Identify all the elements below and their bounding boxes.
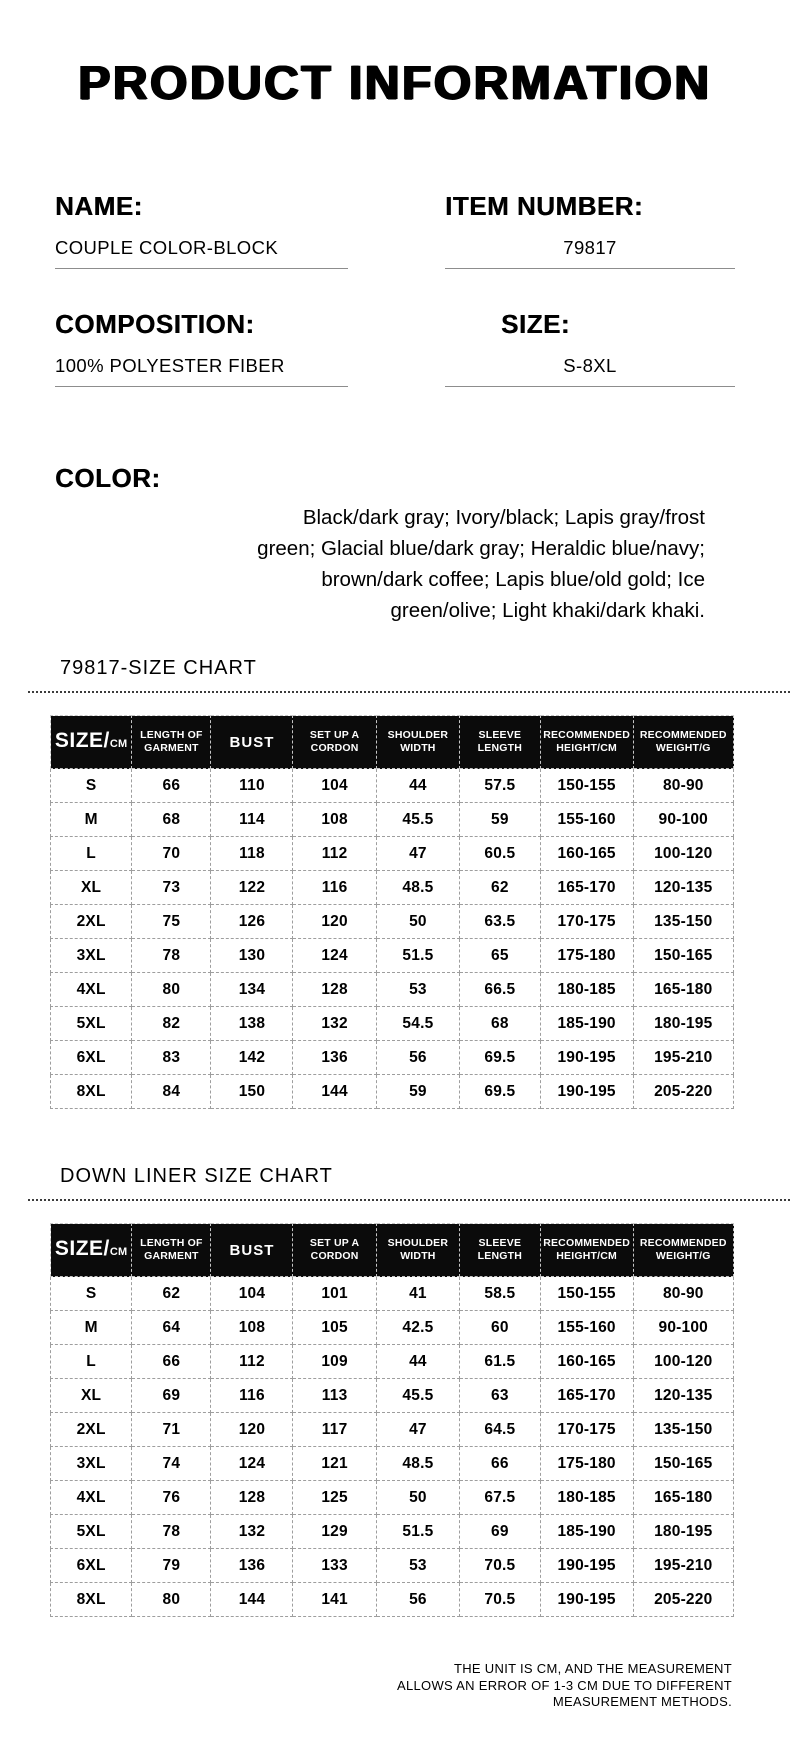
value-cell: 124	[293, 939, 376, 973]
value-cell: 105	[293, 1311, 376, 1345]
value-cell: 112	[293, 837, 376, 871]
column-header: BUST	[211, 716, 293, 769]
value-cell: 134	[211, 973, 293, 1007]
value-cell: 165-180	[633, 1481, 733, 1515]
table-row	[51, 769, 734, 803]
value-cell: 90-100	[633, 803, 733, 837]
value-cell: 121	[293, 1447, 376, 1481]
composition-label: COMPOSITION:	[55, 309, 255, 339]
field-color	[55, 463, 735, 626]
size-label-cell: S	[51, 1277, 132, 1311]
value-cell: 59	[376, 1075, 459, 1109]
value-cell: 82	[132, 1007, 211, 1041]
value-cell: 63.5	[460, 905, 541, 939]
value-cell: 56	[376, 1041, 459, 1075]
value-cell: 69	[132, 1379, 211, 1413]
value-cell: 130	[211, 939, 293, 973]
value-cell: 138	[211, 1007, 293, 1041]
value-cell: 104	[211, 1277, 293, 1311]
value-cell: 155-160	[540, 803, 633, 837]
value-cell: 150-155	[540, 769, 633, 803]
value-cell: 67.5	[460, 1481, 541, 1515]
value-cell: 61.5	[460, 1345, 541, 1379]
value-cell: 100-120	[633, 1345, 733, 1379]
value-cell: 51.5	[376, 939, 459, 973]
size-label-cell: L	[51, 837, 132, 871]
value-cell: 120-135	[633, 871, 733, 905]
table-row	[51, 1583, 734, 1617]
value-cell: 66	[132, 1345, 211, 1379]
size-label-cell: M	[51, 803, 132, 837]
value-cell: 150-165	[633, 939, 733, 973]
value-cell: 133	[293, 1549, 376, 1583]
value-cell: 135-150	[633, 905, 733, 939]
item-number-label: ITEM NUMBER:	[445, 191, 644, 221]
value-cell: 64	[132, 1311, 211, 1345]
value-cell: 124	[211, 1447, 293, 1481]
value-cell: 53	[376, 1549, 459, 1583]
table-row	[51, 1447, 734, 1481]
table-row	[51, 1549, 734, 1583]
value-cell: 160-165	[540, 1345, 633, 1379]
value-cell: 56	[376, 1583, 459, 1617]
value-cell: 68	[460, 1007, 541, 1041]
value-cell: 195-210	[633, 1041, 733, 1075]
value-cell: 132	[211, 1515, 293, 1549]
value-cell: 126	[211, 905, 293, 939]
name-label: NAME:	[55, 191, 143, 221]
value-cell: 80-90	[633, 1277, 733, 1311]
value-cell: 44	[376, 769, 459, 803]
value-cell: 58.5	[460, 1277, 541, 1311]
value-cell: 74	[132, 1447, 211, 1481]
value-cell: 150	[211, 1075, 293, 1109]
size-label-cell: 3XL	[51, 1447, 132, 1481]
value-cell: 42.5	[376, 1311, 459, 1345]
column-header: SET UP A CORDON	[293, 716, 376, 769]
value-cell: 50	[376, 1481, 459, 1515]
value-cell: 48.5	[376, 1447, 459, 1481]
value-cell: 73	[132, 871, 211, 905]
value-cell: 205-220	[633, 1583, 733, 1617]
value-cell: 170-175	[540, 905, 633, 939]
value-cell: 44	[376, 1345, 459, 1379]
column-header: RECOMMENDED HEIGHT/CM	[540, 1224, 633, 1277]
value-cell: 53	[376, 973, 459, 1007]
value-cell: 80	[132, 973, 211, 1007]
header-row	[51, 716, 734, 769]
value-cell: 110	[211, 769, 293, 803]
column-header: RECOMMENDED WEIGHT/G	[633, 1224, 733, 1277]
value-cell: 180-185	[540, 973, 633, 1007]
value-cell: 120	[293, 905, 376, 939]
column-header: SLEEVE LENGTH	[460, 1224, 541, 1277]
fields-row-2	[0, 309, 790, 387]
value-cell: 155-160	[540, 1311, 633, 1345]
down-liner-chart-table	[50, 1223, 734, 1617]
value-cell: 150-165	[633, 1447, 733, 1481]
table-row	[51, 871, 734, 905]
value-cell: 170-175	[540, 1413, 633, 1447]
table-row	[51, 1515, 734, 1549]
field-size	[445, 309, 735, 387]
size-chart-table	[50, 715, 734, 1109]
value-cell: 47	[376, 837, 459, 871]
value-cell: 101	[293, 1277, 376, 1311]
value-cell: 175-180	[540, 1447, 633, 1481]
value-cell: 69	[460, 1515, 541, 1549]
table-row	[51, 803, 734, 837]
column-header-size: SIZE/CM	[51, 716, 132, 769]
size-label-cell: S	[51, 769, 132, 803]
down-liner-chart-title: DOWN LINER SIZE CHART	[60, 1165, 333, 1187]
page-title: PRODUCT INFORMATION	[78, 57, 712, 110]
value-cell: 78	[132, 939, 211, 973]
value-cell: 54.5	[376, 1007, 459, 1041]
value-cell: 41	[376, 1277, 459, 1311]
size-label-cell: 5XL	[51, 1515, 132, 1549]
table-row	[51, 1075, 734, 1109]
value-cell: 59	[460, 803, 541, 837]
value-cell: 165-170	[540, 871, 633, 905]
measurement-disclaimer: THE UNIT IS CM, AND THE MEASUREMENT ALLOWS AN ERROR OF 1-3 CM DUE TO DIFFERENT MEASUREMENT METHODS.	[397, 1661, 732, 1709]
name-value: COUPLE COLOR-BLOCK	[55, 237, 348, 269]
size-label-cell: 2XL	[51, 905, 132, 939]
table-row	[51, 1007, 734, 1041]
value-cell: 69.5	[460, 1041, 541, 1075]
column-header: SHOULDER WIDTH	[376, 716, 459, 769]
value-cell: 45.5	[376, 803, 459, 837]
table-row	[51, 1413, 734, 1447]
value-cell: 47	[376, 1413, 459, 1447]
value-cell: 84	[132, 1075, 211, 1109]
value-cell: 104	[293, 769, 376, 803]
item-number-value: 79817	[445, 237, 735, 269]
column-header-size: SIZE/CM	[51, 1224, 132, 1277]
down-liner-chart-section	[0, 1165, 790, 1617]
value-cell: 132	[293, 1007, 376, 1041]
value-cell: 128	[211, 1481, 293, 1515]
size-label-cell: 2XL	[51, 1413, 132, 1447]
column-header: SET UP A CORDON	[293, 1224, 376, 1277]
dotted-divider	[28, 1199, 790, 1201]
size-label-cell: L	[51, 1345, 132, 1379]
size-label-cell: M	[51, 1311, 132, 1345]
value-cell: 48.5	[376, 871, 459, 905]
value-cell: 190-195	[540, 1549, 633, 1583]
column-header: SLEEVE LENGTH	[460, 716, 541, 769]
dotted-divider	[28, 691, 790, 693]
value-cell: 165-170	[540, 1379, 633, 1413]
composition-value: 100% POLYESTER FIBER	[55, 355, 348, 387]
color-value: Black/dark gray; Ivory/black; Lapis gray/frost green; Glacial blue/dark gray; Heraldic blue/navy; brown/dark coffee; Lapis blue/old gold; Ice green/olive; Light khaki/dark khaki.	[257, 506, 705, 622]
value-cell: 118	[211, 837, 293, 871]
value-cell: 112	[211, 1345, 293, 1379]
value-cell: 165-180	[633, 973, 733, 1007]
value-cell: 136	[293, 1041, 376, 1075]
value-cell: 205-220	[633, 1075, 733, 1109]
value-cell: 79	[132, 1549, 211, 1583]
value-cell: 125	[293, 1481, 376, 1515]
value-cell: 62	[132, 1277, 211, 1311]
column-header: LENGTH OF GARMENT	[132, 1224, 211, 1277]
value-cell: 160-165	[540, 837, 633, 871]
value-cell: 60	[460, 1311, 541, 1345]
value-cell: 116	[293, 871, 376, 905]
table-row	[51, 1379, 734, 1413]
value-cell: 135-150	[633, 1413, 733, 1447]
size-chart-title: 79817-SIZE CHART	[60, 657, 257, 679]
value-cell: 142	[211, 1041, 293, 1075]
value-cell: 144	[211, 1583, 293, 1617]
value-cell: 62	[460, 871, 541, 905]
size-label-cell: 3XL	[51, 939, 132, 973]
value-cell: 109	[293, 1345, 376, 1379]
size-label-cell: XL	[51, 1379, 132, 1413]
value-cell: 51.5	[376, 1515, 459, 1549]
table-row	[51, 1277, 734, 1311]
value-cell: 108	[211, 1311, 293, 1345]
value-cell: 180-195	[633, 1515, 733, 1549]
size-label-cell: 8XL	[51, 1583, 132, 1617]
value-cell: 117	[293, 1413, 376, 1447]
fields-row-1	[0, 191, 790, 269]
value-cell: 76	[132, 1481, 211, 1515]
value-cell: 116	[211, 1379, 293, 1413]
value-cell: 70.5	[460, 1583, 541, 1617]
size-label-cell: 8XL	[51, 1075, 132, 1109]
value-cell: 120-135	[633, 1379, 733, 1413]
value-cell: 50	[376, 905, 459, 939]
value-cell: 80-90	[633, 769, 733, 803]
size-label-cell: 4XL	[51, 973, 132, 1007]
column-header: RECOMMENDED HEIGHT/CM	[540, 716, 633, 769]
value-cell: 175-180	[540, 939, 633, 973]
column-header: SHOULDER WIDTH	[376, 1224, 459, 1277]
value-cell: 80	[132, 1583, 211, 1617]
size-chart-section	[0, 657, 790, 1109]
value-cell: 136	[211, 1549, 293, 1583]
size-label-cell: 5XL	[51, 1007, 132, 1041]
value-cell: 66.5	[460, 973, 541, 1007]
table-row	[51, 837, 734, 871]
value-cell: 57.5	[460, 769, 541, 803]
value-cell: 122	[211, 871, 293, 905]
value-cell: 68	[132, 803, 211, 837]
value-cell: 78	[132, 1515, 211, 1549]
table-row	[51, 939, 734, 973]
field-name	[55, 191, 348, 269]
value-cell: 185-190	[540, 1515, 633, 1549]
value-cell: 90-100	[633, 1311, 733, 1345]
header-row	[51, 1224, 734, 1277]
value-cell: 64.5	[460, 1413, 541, 1447]
value-cell: 195-210	[633, 1549, 733, 1583]
size-label: SIZE:	[501, 309, 570, 339]
value-cell: 180-195	[633, 1007, 733, 1041]
value-cell: 129	[293, 1515, 376, 1549]
value-cell: 141	[293, 1583, 376, 1617]
value-cell: 45.5	[376, 1379, 459, 1413]
column-header: RECOMMENDED WEIGHT/G	[633, 716, 733, 769]
size-value: S-8XL	[445, 355, 735, 387]
value-cell: 190-195	[540, 1075, 633, 1109]
value-cell: 114	[211, 803, 293, 837]
value-cell: 190-195	[540, 1583, 633, 1617]
table-row	[51, 1345, 734, 1379]
value-cell: 60.5	[460, 837, 541, 871]
value-cell: 120	[211, 1413, 293, 1447]
value-cell: 190-195	[540, 1041, 633, 1075]
value-cell: 100-120	[633, 837, 733, 871]
size-label-cell: 4XL	[51, 1481, 132, 1515]
table-row	[51, 1041, 734, 1075]
value-cell: 66	[460, 1447, 541, 1481]
field-item-number	[445, 191, 735, 269]
table-row	[51, 1311, 734, 1345]
field-composition	[55, 309, 348, 387]
column-header: BUST	[211, 1224, 293, 1277]
value-cell: 113	[293, 1379, 376, 1413]
value-cell: 69.5	[460, 1075, 541, 1109]
size-label-cell: 6XL	[51, 1549, 132, 1583]
value-cell: 144	[293, 1075, 376, 1109]
value-cell: 108	[293, 803, 376, 837]
size-label-cell: XL	[51, 871, 132, 905]
column-header: LENGTH OF GARMENT	[132, 716, 211, 769]
value-cell: 128	[293, 973, 376, 1007]
value-cell: 63	[460, 1379, 541, 1413]
value-cell: 185-190	[540, 1007, 633, 1041]
value-cell: 70.5	[460, 1549, 541, 1583]
color-label: COLOR:	[55, 463, 161, 493]
value-cell: 65	[460, 939, 541, 973]
size-label-cell: 6XL	[51, 1041, 132, 1075]
value-cell: 75	[132, 905, 211, 939]
value-cell: 150-155	[540, 1277, 633, 1311]
table-row	[51, 1481, 734, 1515]
value-cell: 180-185	[540, 1481, 633, 1515]
value-cell: 83	[132, 1041, 211, 1075]
value-cell: 66	[132, 769, 211, 803]
table-row	[51, 905, 734, 939]
value-cell: 71	[132, 1413, 211, 1447]
value-cell: 70	[132, 837, 211, 871]
table-row	[51, 973, 734, 1007]
